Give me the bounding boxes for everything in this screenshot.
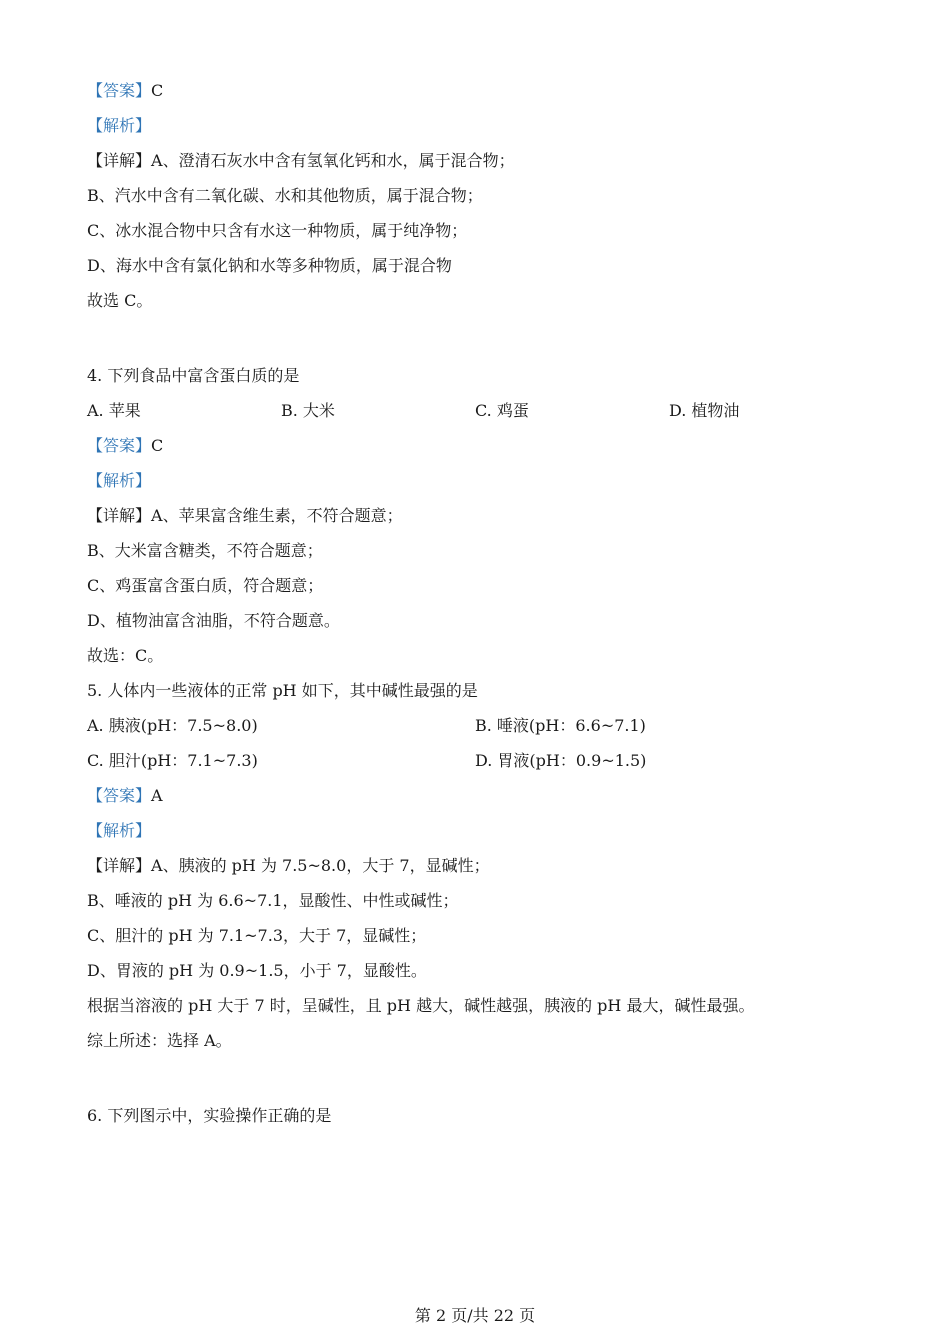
q4-option-c: C. 鸡蛋 (475, 401, 529, 420)
q5-option-d: D. 胃液(pH：0.9~1.5) (475, 751, 647, 770)
q4-answer (87, 436, 163, 456)
answer-tag: 【答案】 (87, 436, 152, 455)
q5-option-b: B. 唾液(pH：6.6~7.1) (475, 716, 646, 735)
explanation-text: A、苹果富含维生素，不符合题意； (151, 506, 403, 525)
q5-option-a: A. 胰液(pH：7.5~8.0) (87, 716, 258, 735)
q4-explanation-line: B、大米富含糖类，不符合题意； (87, 541, 323, 560)
detail-tag: 【详解】 (87, 856, 152, 875)
analysis-tag: 【解析】 (87, 116, 152, 135)
q5-detail-line (87, 856, 490, 876)
detail-tag: 【详解】 (87, 151, 152, 170)
detail-tag: 【详解】 (87, 506, 152, 525)
q3-detail-line (87, 151, 515, 171)
answer-tag: 【答案】 (87, 81, 152, 100)
q5-conclusion: 综上所述：选择 A。 (87, 1031, 232, 1050)
q3-explanation-line: D、海水中含有氯化钠和水等多种物质，属于混合物 (87, 256, 452, 275)
q3-analysis-heading (87, 116, 151, 136)
explanation-text: A、胰液的 pH 为 7.5~8.0，大于 7，显碱性； (151, 856, 490, 875)
q5-explanation-line: D、胃液的 pH 为 0.9~1.5，小于 7，显酸性。 (87, 961, 427, 980)
q4-analysis-heading (87, 471, 151, 491)
q4-option-d: D. 植物油 (669, 401, 740, 420)
q6-question: 6. 下列图示中，实验操作正确的是 (87, 1106, 332, 1125)
q5-explanation-line: 根据当溶液的 pH 大于 7 时，呈碱性，且 pH 越大，碱性越强，胰液的 pH 最大，碱性最强。 (87, 996, 755, 1015)
q5-answer (87, 786, 163, 806)
explanation-text: A、澄清石灰水中含有氢氧化钙和水，属于混合物； (151, 151, 515, 170)
answer-tag: 【答案】 (87, 786, 152, 805)
q4-option-b: B. 大米 (281, 401, 335, 420)
answer-value: A (151, 786, 163, 805)
q4-explanation-line: C、鸡蛋富含蛋白质，符合题意； (87, 576, 324, 595)
q5-option-c: C. 胆汁(pH：7.1~7.3) (87, 751, 258, 770)
q4-conclusion: 故选：C。 (87, 646, 164, 665)
answer-value: C (151, 436, 164, 455)
q5-question: 5. 人体内一些液体的正常 pH 如下，其中碱性最强的是 (87, 681, 478, 700)
q4-detail-line (87, 506, 403, 526)
q4-explanation-line: D、植物油富含油脂，不符合题意。 (87, 611, 340, 630)
q5-explanation-line: B、唾液的 pH 为 6.6~7.1，显酸性、中性或碱性； (87, 891, 459, 910)
q4-option-a: A. 苹果 (87, 401, 141, 420)
analysis-tag: 【解析】 (87, 471, 152, 490)
q4-question: 4. 下列食品中富含蛋白质的是 (87, 366, 300, 385)
analysis-tag: 【解析】 (87, 821, 152, 840)
q3-explanation-line: B、汽水中含有二氧化碳、水和其他物质，属于混合物； (87, 186, 483, 205)
answer-value: C (151, 81, 164, 100)
page-number: 第 2 页/共 22 页 (414, 1306, 536, 1325)
q3-explanation-line: C、冰水混合物中只含有水这一种物质，属于纯净物； (87, 221, 468, 240)
q3-answer (87, 81, 163, 101)
q3-conclusion: 故选 C。 (87, 291, 153, 310)
q5-analysis-heading (87, 821, 151, 841)
q5-explanation-line: C、胆汁的 pH 为 7.1~7.3，大于 7，显碱性； (87, 926, 427, 945)
